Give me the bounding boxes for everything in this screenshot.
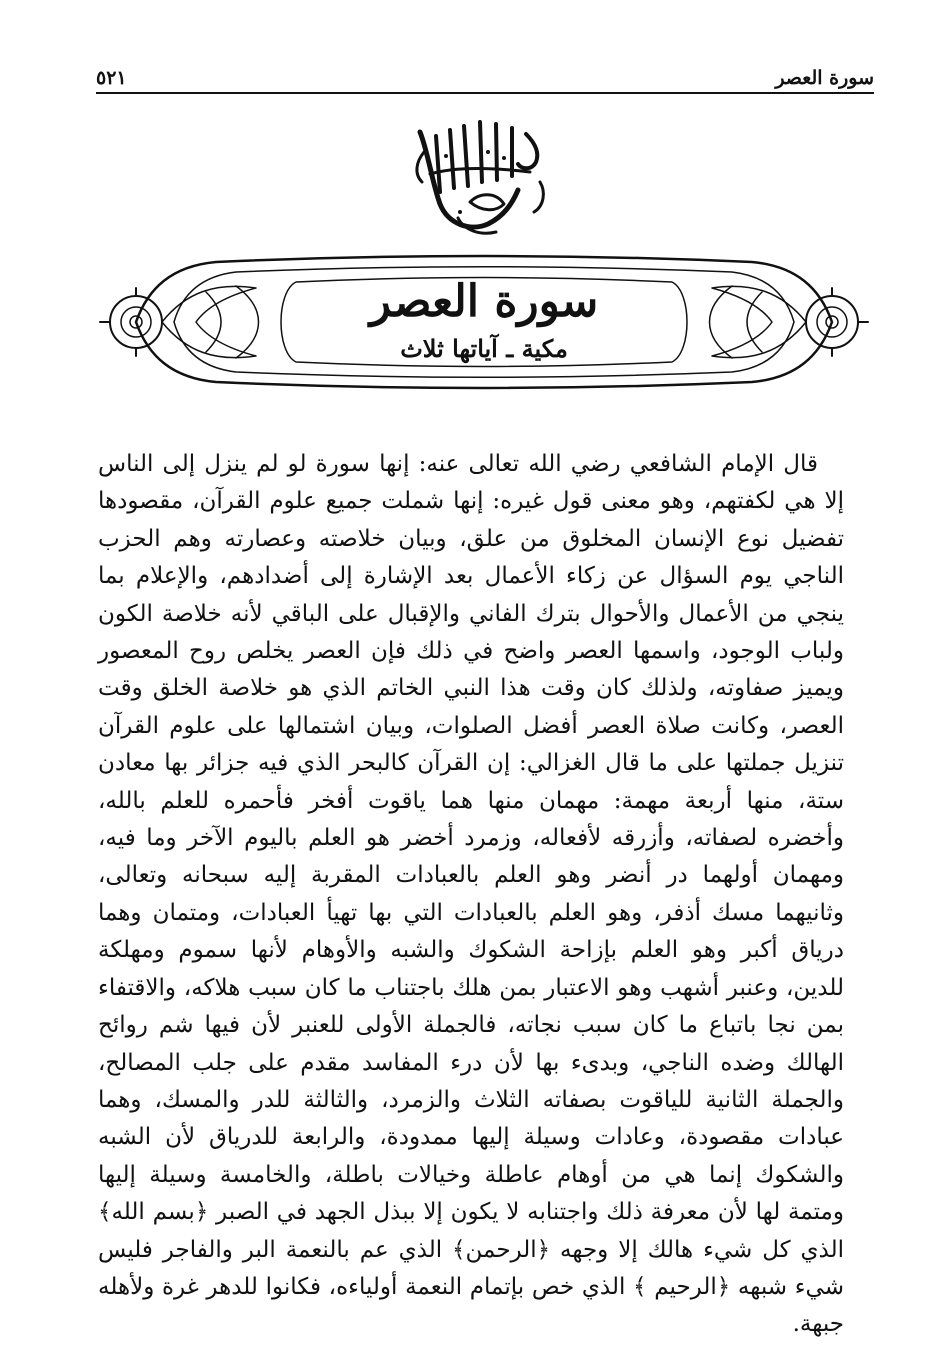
page-number: ٥٢١ [96,67,127,89]
commentary-paragraph: قال الإمام الشافعي رضي الله تعالى عنه: إنها سورة لو لم ينزل إلى الناس إلا هي لكفتهم، وهو معنى قول غيره: إنها شملت جميع علوم القرآن، مقصودها تفضيل نوع الإنسان المخلوق من علق، وبيان خلاصته وعصارته وهم الحزب الناجي يوم السؤال عن زكاء الأعمال بعد الإشارة إلى أضدادهم، والإعلام بما ينجي من الأعمال والأحوال بترك الفاني والإقبال على الباقي لأنه خلاصة الكون ولباب الوجود، واسمها العصر واضح في ذلك فإن العصر يخلص روح المعصور ويميز صفاوته، ولذلك كان وقت هذا النبي الخاتم الذي هو خلاصة الخلق وقت العصر، وكانت صلاة العصر أفضل الصلوات، وبيان اشتمالها على علوم القرآن تنزيل جملتها على ما قال الغزالي: إن القرآن كالبحر الذي فيه جزائر بها معادن ستة، منها أربعة مهمة: مهمان منها هما ياقوت أفخر فأحمره للعلم بالله، وأخضره لصفاته، وأزرقه لأفعاله، وزمرد أخضر هو العلم باليوم الآخر وما فيه، ومهمان أولهما در أنضر وهو العلم بالعبادات المقربة إليه سبحانه وتعالى، وثانيهما مسك أذفر، وهو العلم بالعبادات التي بها تهيأ العبادات، ومتمان وهما درياق أكبر وهو العلم بإزاحة الشكوك والشبه والأوهام لأنها سموم ومهلكة للدين، وعنبر أشهب وهو الاعتبار بمن هلك باجتناب ما كان سبب هلاكه، والاقتفاء بمن نجا باتباع ما كان سبب نجاته، فالجملة الأولى للعنبر لأن فيها شم روائح الهالك وضده الناجي، وبدىء بها لأن درء المفاسد مقدم على جلب المصالح، والجملة الثانية للياقوت بصفاته الثلاث والزمرد، والثالثة للدر والمسك، وهما عبادات مقصودة، وعادات وسيلة إليها ممدودة، والرابعة للدرياق لأن الشبه والشكوك إنما هي من أوهام عاطلة وخيالات باطلة، والخامسة وسيلة إليها ومتمة لها لأن معرفة ذلك واجتنابه لا يكون إلا ببذل الجهد في الصبر ﴿بسم الله﴾ الذي كل شيء هالك إلا وجهه ﴿الرحمن﴾ الذي عم بالنعمة البر والفاجر فليس شيء شبهه ﴿الرحيم ﴾ الذي خص بإتمام النعمة أولياءه، فكانوا للدهر غرة ولأهله جبهة. [98,451,845,1338]
running-header [96,58,874,94]
surah-subtitle: مكية ـ آياتها ثلاث [400,334,568,363]
basmala-calligraphy-icon [400,112,560,240]
surah-title: سورة العصر [369,276,599,327]
header-surah-name: سورة العصر [775,67,874,89]
